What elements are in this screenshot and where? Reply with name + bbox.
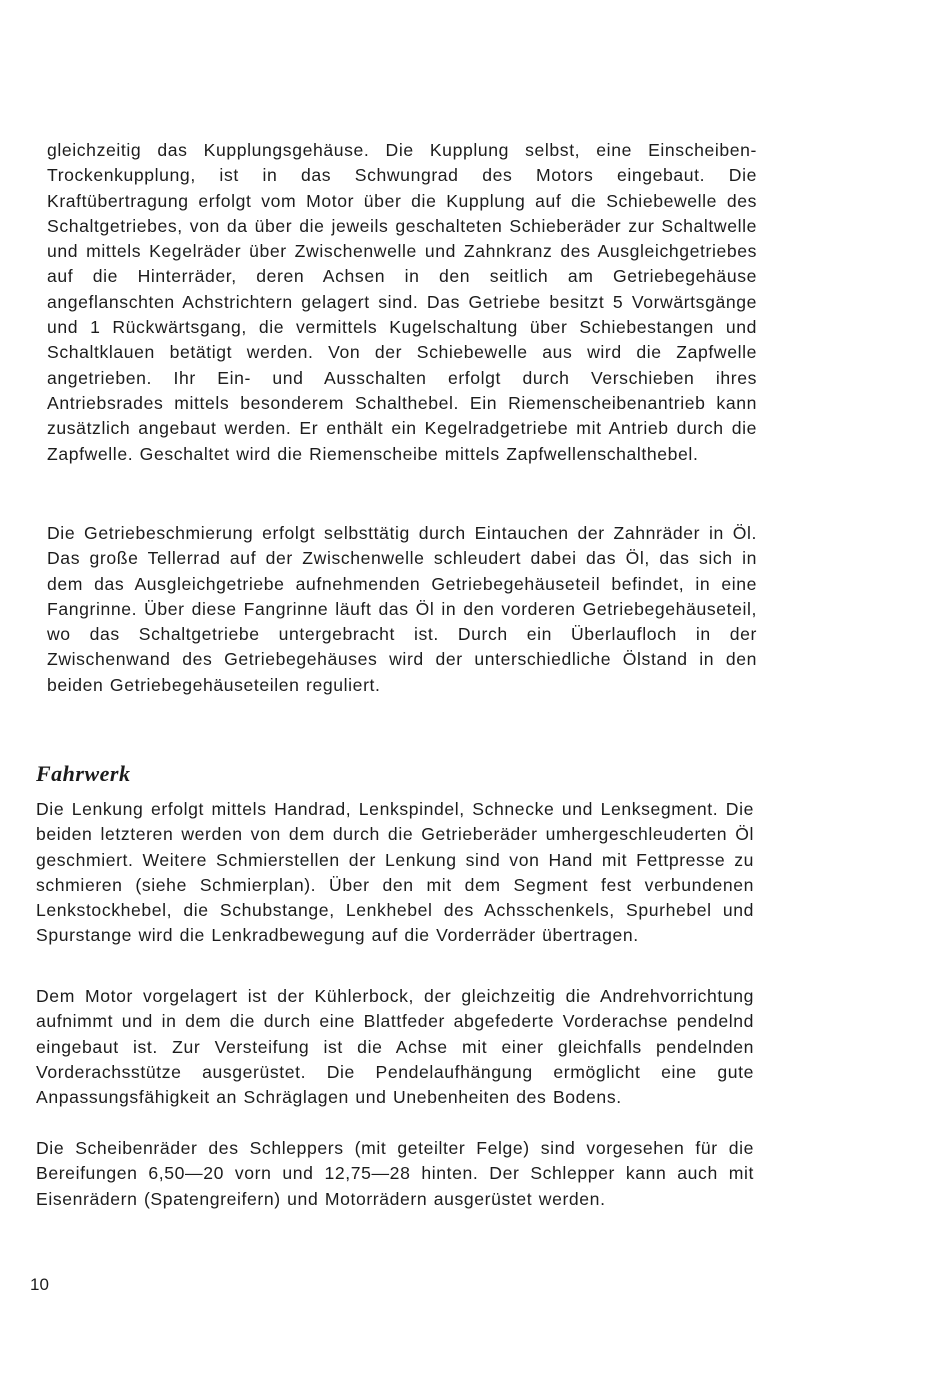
section-heading-fahrwerk: Fahrwerk xyxy=(36,761,131,786)
paragraph-wheels: Die Scheibenräder des Schleppers (mit geteilter Felge) sind vorgesehen für die Bereifungen 6,50—20 vorn und 12,75—28 hinten. Der Schlepper kann auch mit Eisenrädern (Spatengreifern) und Motorrädern ausgerüstet werden. xyxy=(36,1138,754,1209)
page-number: 10 xyxy=(30,1275,49,1294)
paragraph-gear-lubrication: Die Getriebeschmierung erfolgt selbsttätig durch Eintauchen der Zahnräder in Öl. Das große Tellerrad auf der Zwischenwelle schleudert dabei das Öl, das sich in dem das Ausgleichgetriebe aufnehmenden Getriebegehäuseteil befindet, in eine Fangrinne. Über diese Fangrinne läuft das Öl in den vorderen Getriebegehäuseteil, wo das Schaltgetriebe untergebracht ist. Durch ein Überlaufloch in der Zwischenwand des Getriebegehäuses wird der unterschiedliche Ölstand in den beiden Getriebegehäuseteilen reguliert. xyxy=(47,523,757,695)
paragraph-front-axle: Dem Motor vorgelagert ist der Kühlerbock, der gleichzeitig die Andrehvorrichtung aufnimmt und in dem die durch eine Blattfeder abgefederte Vorderachse pendelnd eingebaut ist. Zur Versteifung ist die Achse mit einer gleichfalls pendelnden Vorderachsstütze ausgerüstet. Die Pendelaufhängung ermöglicht eine gute Anpassungsfähigkeit an Schräglagen und Unebenheiten des Bodens. xyxy=(36,986,754,1108)
paragraph-steering: Die Lenkung erfolgt mittels Handrad, Lenkspindel, Schnecke und Lenksegment. Die beiden letzteren werden von dem durch die Getrieberäder umhergeschleuderten Öl geschmiert. Weitere Schmierstellen der Lenkung sind von Hand mit Fettpresse zu schmieren (siehe Schmierplan). Über den mit dem Segment fest verbundenen Lenkstockhebel, die Schubstange, Lenkhebel des Achsschenkels, Spurhebel und Spurstange wird die Lenkradbewegung auf die Vorderräder übertragen. xyxy=(36,799,754,946)
paragraph-transmission: gleichzeitig das Kupplungsgehäuse. Die Kupplung selbst, eine Einscheiben-Trockenkupplung, ist in das Schwungrad des Motors eingebaut. Die Kraftübertragung erfolgt vom Motor über die Kupplung auf die Schiebewelle des Schaltgetriebes, von da über die jeweils geschalteten Schieberäder zur Schaltwelle und mittels Kegelräder über Zwischenwelle und Zahnkranz des Ausgleichgetriebes auf die Hinterräder, deren Achsen in den seitlich am Getriebegehäuse angeflanschten Achstrichtern gelagert sind. Das Getriebe besitzt 5 Vorwärtsgänge und 1 Rückwärtsgang, die vermittels Kugelschaltung über Schiebestangen und Schaltklauen betätigt werden. Von der Schiebewelle aus wird die Zapfwelle angetrieben. Ihr Ein- und Ausschalten erfolgt durch Verschieben ihres Antriebsrades mittels besonderem Schalthebel. Ein Riemenscheibenantrieb kann zusätzlich angebaut werden. Er enthält ein Kegelradgetriebe mit Antrieb durch die Zapfwelle. Geschaltet wird die Riemenscheibe mittels Zapfwellenschalthebel. xyxy=(47,140,757,464)
